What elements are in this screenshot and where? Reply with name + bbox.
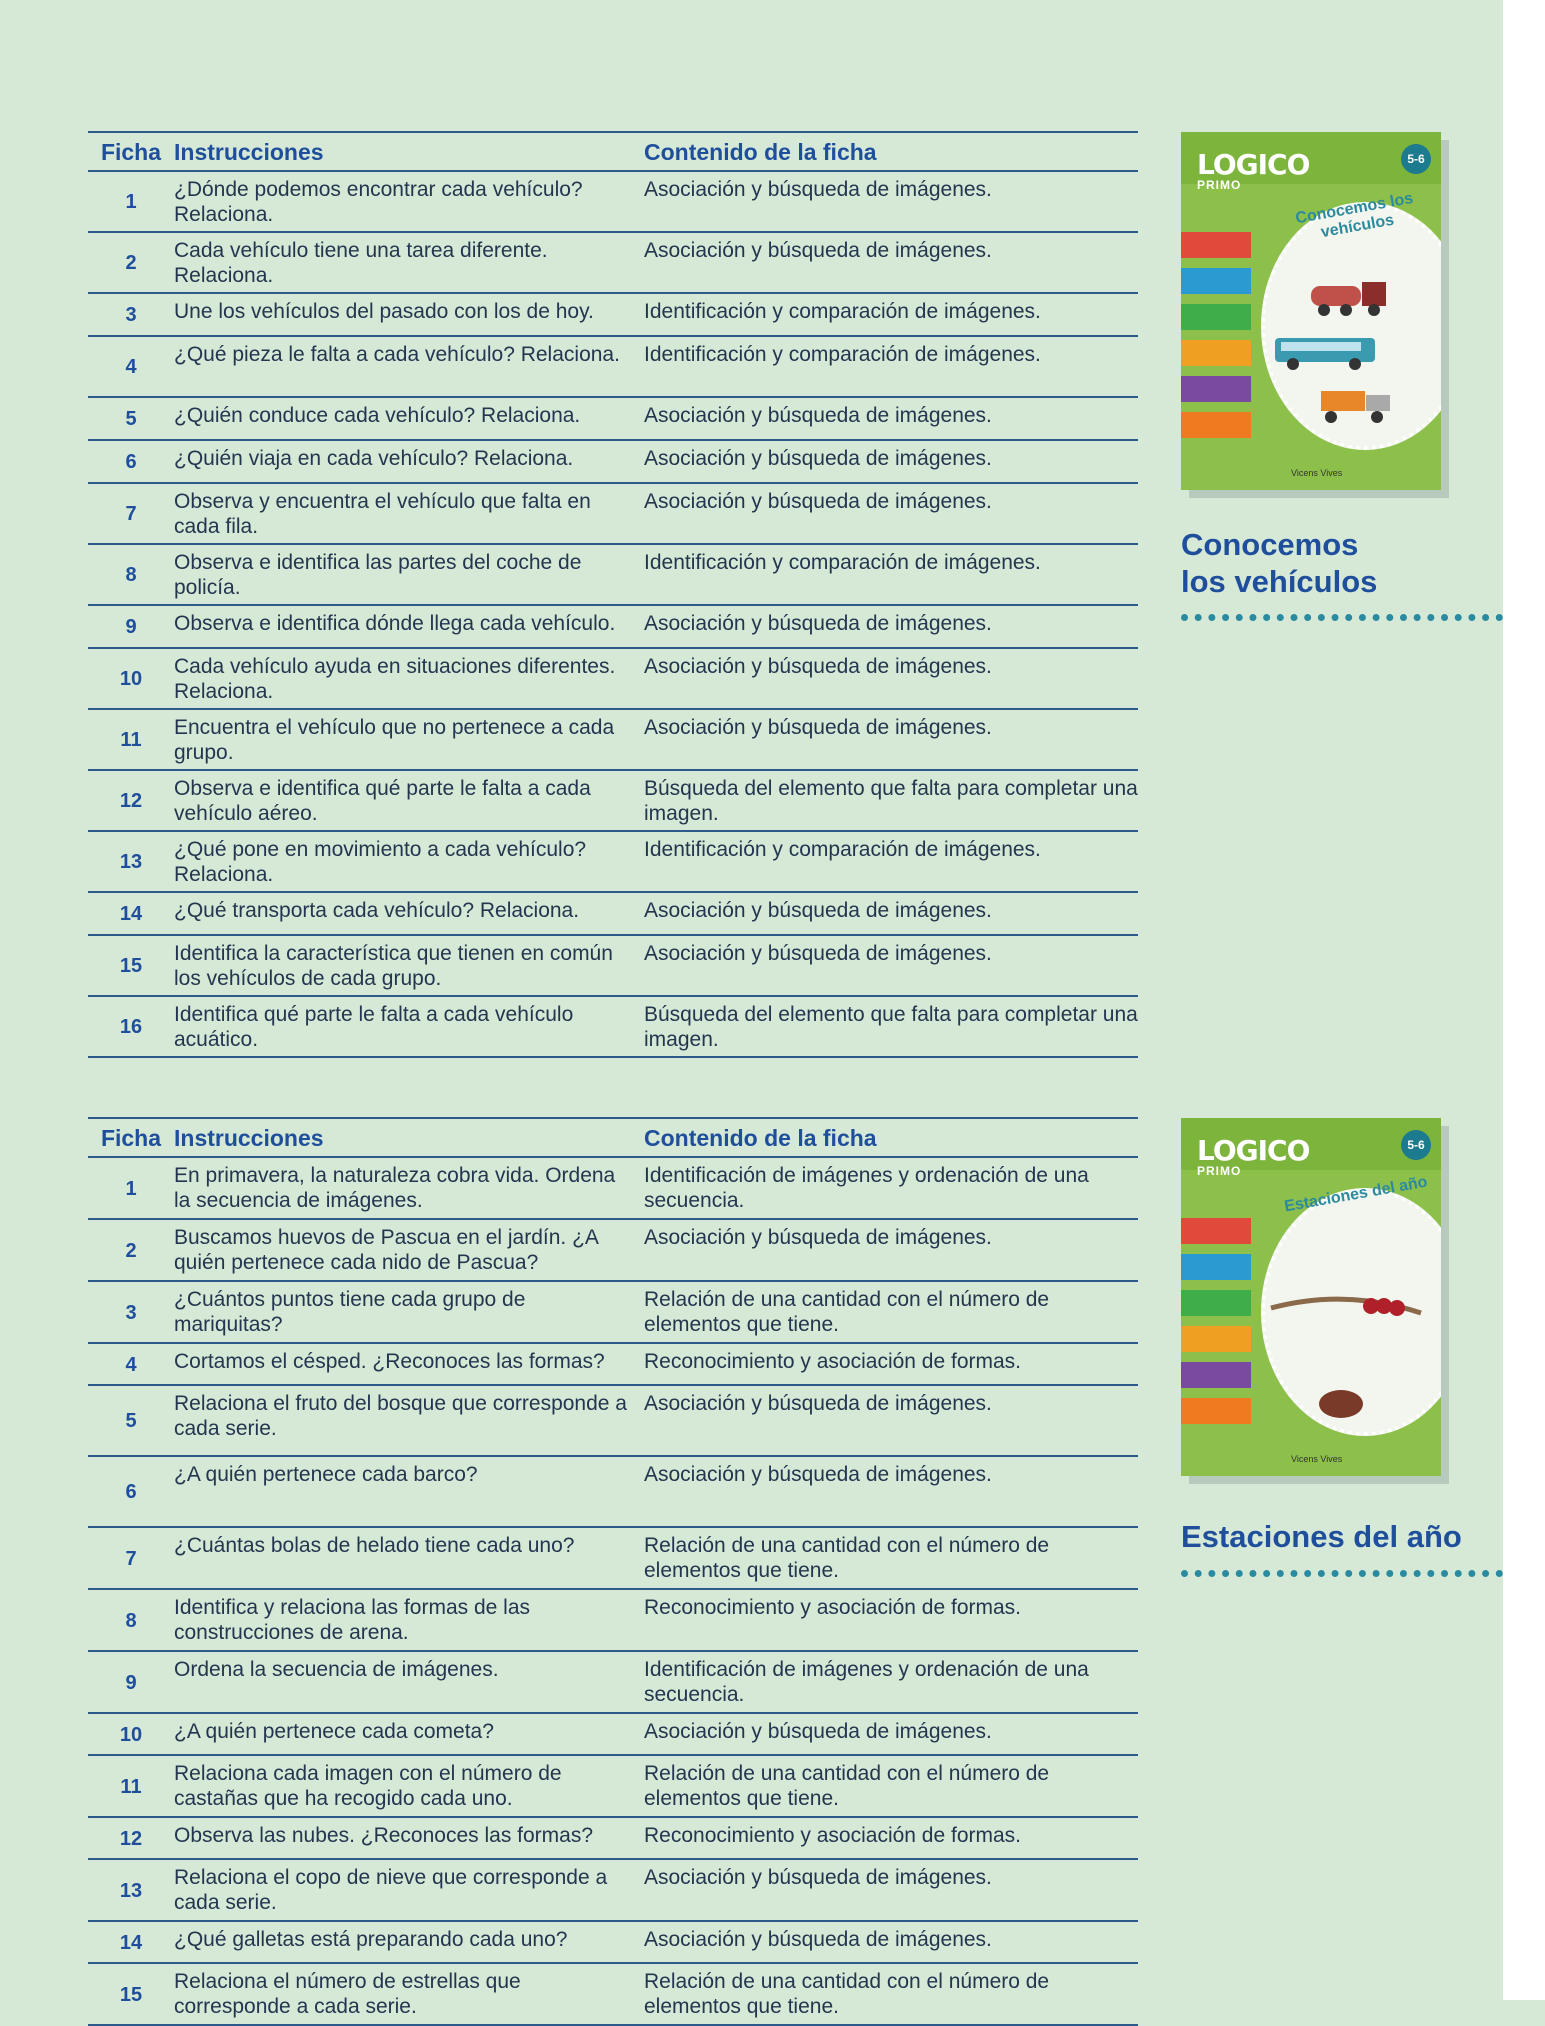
content-cell: Asociación y búsqueda de imágenes. <box>644 397 1138 440</box>
content-cell: Asociación y búsqueda de imágenes. <box>644 1859 1138 1921</box>
instruction-cell: Identifica y relaciona las formas de las construcciones de arena. <box>174 1589 644 1651</box>
age-badge: 5-6 <box>1401 144 1431 174</box>
content-cell: Relación de una cantidad con el número de elementos que tiene. <box>644 1281 1138 1343</box>
instruction-cell: Identifica la característica que tienen en común los vehículos de cada grupo. <box>174 935 644 996</box>
table-row <box>88 1281 1138 1343</box>
instruction-cell: Observa e identifica las partes del coche de policía. <box>174 544 644 605</box>
content-cell: Búsqueda del elemento que falta para completar una imagen. <box>644 996 1138 1057</box>
table-row <box>88 544 1138 605</box>
ficha-number: 2 <box>88 1219 174 1281</box>
content-cell: Asociación y búsqueda de imágenes. <box>644 648 1138 709</box>
ficha-number: 7 <box>88 483 174 544</box>
table-row <box>88 892 1138 935</box>
instruction-cell: ¿Qué pieza le falta a cada vehículo? Relaciona. <box>174 336 644 397</box>
content-cell: Asociación y búsqueda de imágenes. <box>644 892 1138 935</box>
table-row <box>88 336 1138 397</box>
ficha-number: 11 <box>88 709 174 770</box>
ficha-number: 9 <box>88 605 174 648</box>
ficha-number: 3 <box>88 1281 174 1343</box>
ficha-number: 6 <box>88 1456 174 1527</box>
table-row <box>88 1651 1138 1713</box>
header-ficha: Ficha <box>88 132 174 171</box>
seasons-table <box>88 1117 1138 2026</box>
ficha-number: 12 <box>88 1817 174 1859</box>
header-ficha: Ficha <box>88 1118 174 1157</box>
section-title-line2: los vehículos <box>1181 564 1378 599</box>
table-row <box>88 293 1138 336</box>
content-cell: Asociación y búsqueda de imágenes. <box>644 1219 1138 1281</box>
content-cell: Relación de una cantidad con el número de elementos que tiene. <box>644 1755 1138 1817</box>
content-cell: Asociación y búsqueda de imágenes. <box>644 1921 1138 1963</box>
instruction-cell: ¿Dónde podemos encontrar cada vehículo? Relaciona. <box>174 171 644 232</box>
ficha-number: 4 <box>88 336 174 397</box>
content-cell: Asociación y búsqueda de imágenes. <box>644 605 1138 648</box>
content-cell: Reconocimiento y asociación de formas. <box>644 1343 1138 1385</box>
seasons-table-section <box>88 1117 1138 2026</box>
hedgehog-icon <box>1311 1378 1371 1428</box>
instruction-cell: ¿Cuántos puntos tiene cada grupo de mariquitas? <box>174 1281 644 1343</box>
ficha-number: 16 <box>88 996 174 1057</box>
header-instrucciones: Instrucciones <box>174 132 644 171</box>
ficha-number: 3 <box>88 293 174 336</box>
ficha-number: 12 <box>88 770 174 831</box>
instruction-cell: Relaciona el número de estrellas que corresponde a cada serie. <box>174 1963 644 2025</box>
page-edge <box>1503 0 1545 2000</box>
ficha-number: 13 <box>88 831 174 892</box>
header-contenido: Contenido de la ficha <box>644 132 1138 171</box>
section-title-estaciones: Estaciones del año <box>1181 1519 1462 1554</box>
content-cell: Asociación y búsqueda de imágenes. <box>644 935 1138 996</box>
instruction-cell: ¿A quién pertenece cada cometa? <box>174 1713 644 1755</box>
instruction-cell: Observa y encuentra el vehículo que falta en cada fila. <box>174 483 644 544</box>
table-row <box>88 1817 1138 1859</box>
book-cover-vehiculos <box>1181 132 1441 490</box>
table-row <box>88 1859 1138 1921</box>
series-label: PRIMO <box>1197 1164 1242 1178</box>
ficha-number: 7 <box>88 1527 174 1589</box>
content-cell: Reconocimiento y asociación de formas. <box>644 1817 1138 1859</box>
ficha-number: 15 <box>88 935 174 996</box>
ficha-number: 2 <box>88 232 174 293</box>
table-row <box>88 831 1138 892</box>
publisher-label: Vicens Vives <box>1291 1454 1343 1464</box>
instruction-cell: ¿Qué transporta cada vehículo? Relaciona. <box>174 892 644 935</box>
table-row <box>88 1343 1138 1385</box>
content-cell: Asociación y búsqueda de imágenes. <box>644 1385 1138 1456</box>
header-contenido: Contenido de la ficha <box>644 1118 1138 1157</box>
instruction-cell: Observa las nubes. ¿Reconoces las formas? <box>174 1817 644 1859</box>
dotted-divider <box>1181 614 1503 621</box>
ficha-number: 5 <box>88 1385 174 1456</box>
table-row <box>88 648 1138 709</box>
instruction-cell: Observa e identifica dónde llega cada vehículo. <box>174 605 644 648</box>
bus-icon <box>1271 332 1381 372</box>
table-header-row <box>88 132 1138 171</box>
content-cell: Asociación y búsqueda de imágenes. <box>644 171 1138 232</box>
content-cell: Identificación de imágenes y ordenación de una secuencia. <box>644 1157 1138 1219</box>
content-cell: Identificación y comparación de imágenes. <box>644 544 1138 605</box>
table-header-row <box>88 1118 1138 1157</box>
ficha-number: 11 <box>88 1755 174 1817</box>
instruction-cell: Relaciona el fruto del bosque que corresponde a cada serie. <box>174 1385 644 1456</box>
content-cell: Asociación y búsqueda de imágenes. <box>644 440 1138 483</box>
table-row <box>88 1963 1138 2025</box>
branch-birds-icon <box>1266 1268 1426 1338</box>
instruction-cell: Relaciona cada imagen con el número de castañas que ha recogido cada uno. <box>174 1755 644 1817</box>
instruction-cell: ¿Quién viaja en cada vehículo? Relaciona. <box>174 440 644 483</box>
content-cell: Asociación y búsqueda de imágenes. <box>644 1713 1138 1755</box>
cover-title: Estaciones del año <box>1283 1173 1429 1216</box>
series-label: PRIMO <box>1197 178 1242 192</box>
instruction-cell: Encuentra el vehículo que no pertenece a cada grupo. <box>174 709 644 770</box>
content-cell: Asociación y búsqueda de imágenes. <box>644 483 1138 544</box>
instruction-cell: ¿Qué galletas está preparando cada uno? <box>174 1921 644 1963</box>
ficha-number: 13 <box>88 1859 174 1921</box>
dotted-divider <box>1181 1570 1503 1577</box>
book-cover-estaciones <box>1181 1118 1441 1476</box>
table-row <box>88 770 1138 831</box>
content-cell: Identificación y comparación de imágenes. <box>644 293 1138 336</box>
table-row <box>88 1589 1138 1651</box>
content-cell: Asociación y búsqueda de imágenes. <box>644 1456 1138 1527</box>
table-row <box>88 1385 1138 1456</box>
logico-logo: LOGICO <box>1197 1134 1310 1167</box>
ficha-number: 5 <box>88 397 174 440</box>
vehicles-table <box>88 131 1138 1058</box>
content-cell: Identificación y comparación de imágenes. <box>644 336 1138 397</box>
ficha-number: 9 <box>88 1651 174 1713</box>
table-row <box>88 935 1138 996</box>
instruction-cell: Cada vehículo tiene una tarea diferente. Relaciona. <box>174 232 644 293</box>
instruction-cell: ¿Qué pone en movimiento a cada vehículo? Relaciona. <box>174 831 644 892</box>
table-row <box>88 1921 1138 1963</box>
ficha-number: 10 <box>88 1713 174 1755</box>
age-badge: 5-6 <box>1401 1130 1431 1160</box>
ficha-number: 1 <box>88 171 174 232</box>
ficha-number: 10 <box>88 648 174 709</box>
table-row <box>88 605 1138 648</box>
instruction-cell: ¿Cuántas bolas de helado tiene cada uno? <box>174 1527 644 1589</box>
cover-color-tabs <box>1181 232 1251 448</box>
ficha-number: 4 <box>88 1343 174 1385</box>
table-row <box>88 1713 1138 1755</box>
table-row <box>88 1755 1138 1817</box>
content-cell: Relación de una cantidad con el número de elementos que tiene. <box>644 1527 1138 1589</box>
table-row <box>88 171 1138 232</box>
instruction-cell: ¿Quién conduce cada vehículo? Relaciona. <box>174 397 644 440</box>
publisher-label: Vicens Vives <box>1291 468 1343 478</box>
instruction-cell: Cada vehículo ayuda en situaciones diferentes. Relaciona. <box>174 648 644 709</box>
content-cell: Reconocimiento y asociación de formas. <box>644 1589 1138 1651</box>
content-cell: Búsqueda del elemento que falta para completar una imagen. <box>644 770 1138 831</box>
table-row <box>88 1219 1138 1281</box>
table-row <box>88 1157 1138 1219</box>
logico-logo: LOGICO <box>1197 148 1310 181</box>
ficha-number: 8 <box>88 544 174 605</box>
ficha-number: 14 <box>88 892 174 935</box>
content-cell: Relación de una cantidad con el número de elementos que tiene. <box>644 1963 1138 2025</box>
ficha-number: 15 <box>88 1963 174 2025</box>
instruction-cell: Une los vehículos del pasado con los de hoy. <box>174 293 644 336</box>
vehicles-table-section <box>88 131 1138 1058</box>
table-row <box>88 440 1138 483</box>
dump-truck-icon <box>1311 377 1401 427</box>
content-cell: Identificación y comparación de imágenes. <box>644 831 1138 892</box>
instruction-cell: Identifica qué parte le falta a cada vehículo acuático. <box>174 996 644 1057</box>
ficha-number: 6 <box>88 440 174 483</box>
table-row <box>88 1456 1138 1527</box>
header-instrucciones: Instrucciones <box>174 1118 644 1157</box>
table-row <box>88 709 1138 770</box>
ficha-number: 14 <box>88 1921 174 1963</box>
content-cell: Asociación y búsqueda de imágenes. <box>644 232 1138 293</box>
cover-color-tabs <box>1181 1218 1251 1434</box>
instruction-cell: ¿A quién pertenece cada barco? <box>174 1456 644 1527</box>
cover-title: Conocemos los vehículos <box>1294 189 1415 242</box>
ficha-number: 8 <box>88 1589 174 1651</box>
instruction-cell: Buscamos huevos de Pascua en el jardín. ¿A quién pertenece cada nido de Pascua? <box>174 1219 644 1281</box>
table-row <box>88 996 1138 1057</box>
section-title-vehiculos <box>1181 526 1441 600</box>
table-row <box>88 1527 1138 1589</box>
instruction-cell: Relaciona el copo de nieve que corresponde a cada serie. <box>174 1859 644 1921</box>
table-row <box>88 397 1138 440</box>
table-row <box>88 483 1138 544</box>
table-row <box>88 232 1138 293</box>
instruction-cell: En primavera, la naturaleza cobra vida. Ordena la secuencia de imágenes. <box>174 1157 644 1219</box>
cement-truck-icon <box>1306 272 1396 317</box>
section-title-line1: Conocemos <box>1181 527 1359 562</box>
ficha-number: 1 <box>88 1157 174 1219</box>
content-cell: Identificación de imágenes y ordenación de una secuencia. <box>644 1651 1138 1713</box>
content-cell: Asociación y búsqueda de imágenes. <box>644 709 1138 770</box>
instruction-cell: Observa e identifica qué parte le falta a cada vehículo aéreo. <box>174 770 644 831</box>
instruction-cell: Ordena la secuencia de imágenes. <box>174 1651 644 1713</box>
instruction-cell: Cortamos el césped. ¿Reconoces las formas? <box>174 1343 644 1385</box>
